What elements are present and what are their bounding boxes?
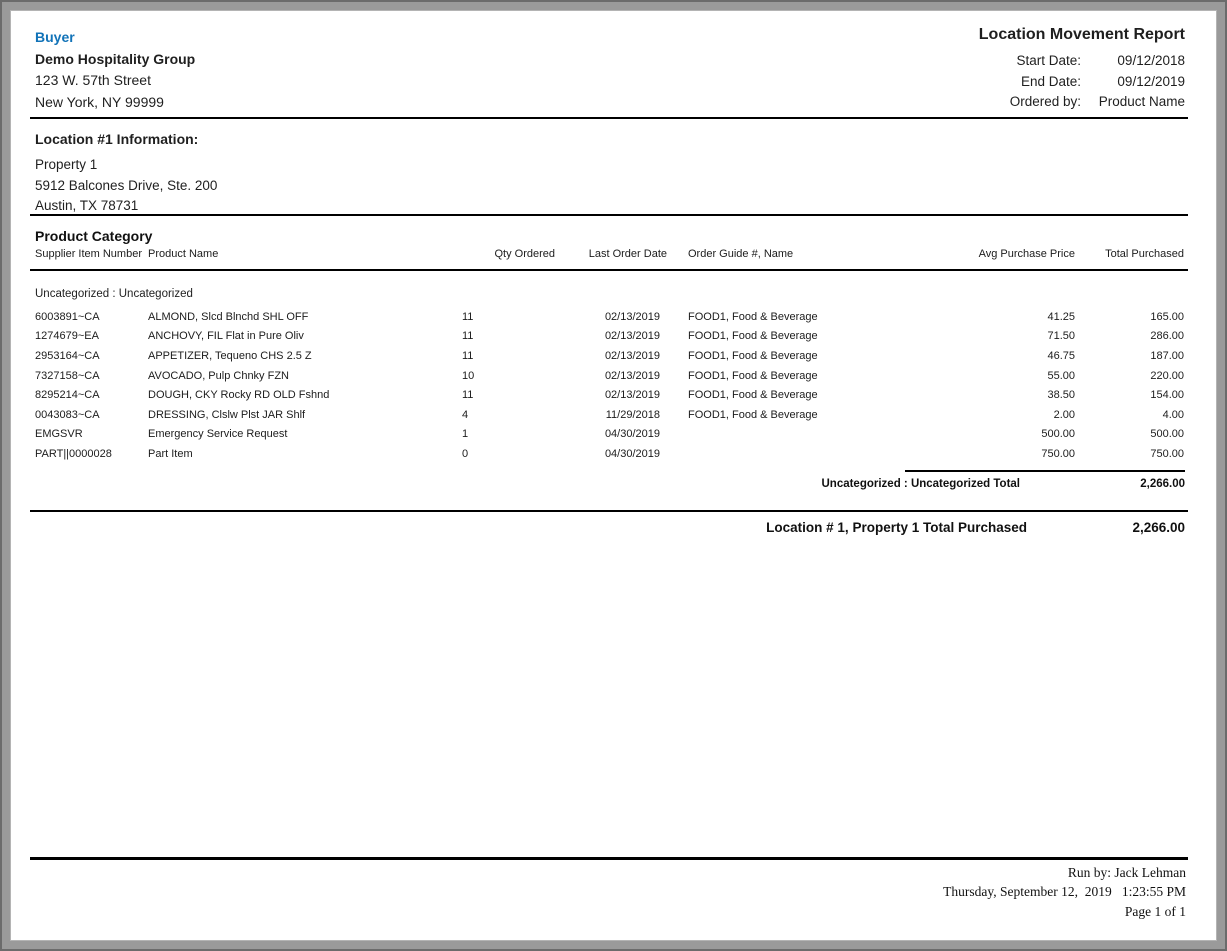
table-row — [35, 425, 1184, 445]
company-name: Demo Hospitality Group — [35, 50, 196, 67]
category-group-row — [35, 269, 1184, 307]
group-total-value: 2,266.00 — [1140, 478, 1185, 490]
location-info-heading: Location #1 Information: — [35, 131, 199, 147]
cell-total: 286.00 — [1150, 330, 1184, 343]
cell-avg: 41.25 — [1047, 310, 1075, 323]
location-total-label: Location # 1, Property 1 Total Purchased — [766, 520, 1027, 535]
ordered-by-label: Ordered by: — [1009, 94, 1081, 109]
location-info-block — [35, 131, 217, 217]
cell-avg: 38.50 — [1047, 389, 1075, 402]
cell-date: 04/30/2019 — [604, 447, 660, 460]
product-category-title: Product Category — [35, 228, 153, 244]
cell-supplier: 7327158~CA — [35, 369, 100, 382]
group-total-row — [35, 478, 1185, 492]
column-header-order-guide: Order Guide #, Name — [688, 248, 794, 260]
cell-qty: 11 — [462, 330, 474, 343]
cell-avg: 71.50 — [1047, 330, 1075, 343]
report-header-right — [979, 26, 1185, 113]
cell-avg: 55.00 — [1047, 369, 1075, 382]
cell-guide — [667, 444, 907, 464]
cell-guide: FOOD1, Food & Beverage — [688, 330, 818, 343]
report-page — [10, 10, 1217, 941]
footer-divider — [30, 857, 1188, 860]
table-row — [35, 444, 1184, 464]
table-row — [35, 405, 1184, 425]
cell-supplier: 2953164~CA — [35, 349, 100, 362]
cell-supplier: 0043083~CA — [35, 408, 100, 421]
location-total-value: 2,266.00 — [1132, 520, 1185, 535]
cell-avg: 500.00 — [1041, 428, 1075, 441]
table-row — [35, 346, 1184, 366]
cell-total: 154.00 — [1150, 389, 1184, 402]
end-date-row — [979, 72, 1185, 93]
location-address-line2: Austin, TX 78731 — [35, 198, 139, 214]
cell-guide: FOOD1, Food & Beverage — [688, 408, 818, 421]
report-header-left — [35, 27, 195, 113]
start-date-value: 09/12/2018 — [1117, 53, 1185, 68]
cell-qty: 10 — [462, 369, 475, 382]
cell-guide — [667, 425, 907, 445]
cell-supplier: 1274679~EA — [35, 330, 99, 343]
cell-date: 02/13/2019 — [604, 310, 660, 323]
cell-qty: 1 — [462, 428, 469, 441]
ordered-by-value: Product Name — [1098, 94, 1185, 109]
cell-avg: 2.00 — [1053, 408, 1075, 421]
cell-total: 500.00 — [1150, 428, 1184, 441]
cell-supplier: 6003891~CA — [35, 310, 100, 323]
table-header-row — [35, 248, 1184, 269]
footer-datetime: Thursday, September 12, 2019 1:23:55 PM — [943, 884, 1186, 900]
company-address-line1: 123 W. 57th Street — [35, 72, 151, 88]
cell-date: 11/29/2018 — [605, 408, 660, 421]
column-header-last-order-date: Last Order Date — [588, 248, 667, 260]
end-date-value: 09/12/2019 — [1117, 73, 1185, 89]
cell-guide: FOOD1, Food & Beverage — [688, 389, 818, 402]
group-total-label: Uncategorized : Uncategorized Total — [821, 478, 1020, 490]
cell-product: Emergency Service Request — [148, 428, 288, 441]
location-name: Property 1 — [35, 157, 98, 172]
column-header-product-name: Product Name — [148, 248, 219, 260]
report-title: Location Movement Report — [978, 26, 1185, 43]
footer-page-number: Page 1 of 1 — [1124, 903, 1186, 919]
cell-date: 04/30/2019 — [604, 428, 660, 441]
end-date-label: End Date: — [1020, 73, 1081, 89]
column-header-total-purchased: Total Purchased — [1105, 248, 1184, 260]
cell-qty: 11 — [462, 349, 474, 362]
location-divider — [30, 214, 1188, 216]
table-row — [35, 307, 1184, 327]
table-row — [35, 366, 1184, 386]
column-header-supplier-item-number: Supplier Item Number — [35, 248, 142, 260]
category-group-label: Uncategorized : Uncategorized — [35, 288, 193, 300]
location-total-divider — [30, 510, 1188, 512]
cell-qty: 4 — [462, 408, 469, 421]
start-date-label: Start Date: — [1016, 53, 1081, 68]
footer-run-by: Run by: Jack Lehman — [1067, 865, 1186, 880]
table-row — [35, 327, 1184, 347]
cell-avg: 46.75 — [1047, 349, 1075, 362]
cell-product: ANCHOVY, FIL Flat in Pure Oliv — [148, 330, 304, 343]
table-row — [35, 385, 1184, 405]
app-name: Buyer — [35, 29, 75, 45]
cell-qty: 11 — [462, 389, 474, 402]
column-header-qty-ordered: Qty Ordered — [494, 248, 555, 260]
location-total-row — [35, 520, 1185, 537]
cell-total: 165.00 — [1150, 310, 1184, 323]
cell-total: 750.00 — [1150, 447, 1184, 460]
table-header-divider — [30, 269, 1188, 271]
cell-product: DRESSING, Clslw Plst JAR Shlf — [148, 408, 306, 421]
cell-guide: FOOD1, Food & Beverage — [688, 310, 818, 323]
cell-product: Part Item — [148, 447, 193, 460]
cell-total: 220.00 — [1150, 369, 1184, 382]
cell-total: 4.00 — [1162, 408, 1184, 421]
cell-supplier: 8295214~CA — [35, 389, 100, 402]
location-address-line1: 5912 Balcones Drive, Ste. 200 — [35, 177, 218, 193]
column-header-avg-purchase-price: Avg Purchase Price — [978, 248, 1075, 260]
cell-date: 02/13/2019 — [604, 369, 660, 382]
cell-date: 02/13/2019 — [604, 389, 660, 402]
cell-guide: FOOD1, Food & Beverage — [688, 369, 818, 382]
cell-date: 02/13/2019 — [604, 349, 660, 362]
group-total-divider — [905, 470, 1185, 472]
cell-supplier: EMGSVR — [35, 428, 83, 441]
header-divider — [30, 117, 1188, 119]
cell-qty: 0 — [462, 447, 469, 460]
movement-table — [35, 248, 1184, 464]
cell-product: ALMOND, Slcd Blnchd SHL OFF — [148, 310, 309, 323]
cell-guide: FOOD1, Food & Beverage — [688, 349, 818, 362]
cell-total: 187.00 — [1150, 349, 1184, 362]
cell-date: 02/13/2019 — [604, 330, 660, 343]
cell-product: DOUGH, CKY Rocky RD OLD Fshnd — [148, 389, 330, 402]
cell-avg: 750.00 — [1041, 447, 1075, 460]
cell-supplier: PART||0000028 — [35, 447, 112, 460]
report-footer — [943, 863, 1186, 921]
cell-product: APPETIZER, Tequeno CHS 2.5 Z — [148, 349, 312, 362]
start-date-row — [979, 51, 1185, 72]
company-address-line2: New York, NY 99999 — [35, 93, 164, 110]
ordered-by-row — [979, 92, 1185, 113]
cell-qty: 11 — [462, 310, 474, 323]
cell-product: AVOCADO, Pulp Chnky FZN — [148, 369, 289, 382]
